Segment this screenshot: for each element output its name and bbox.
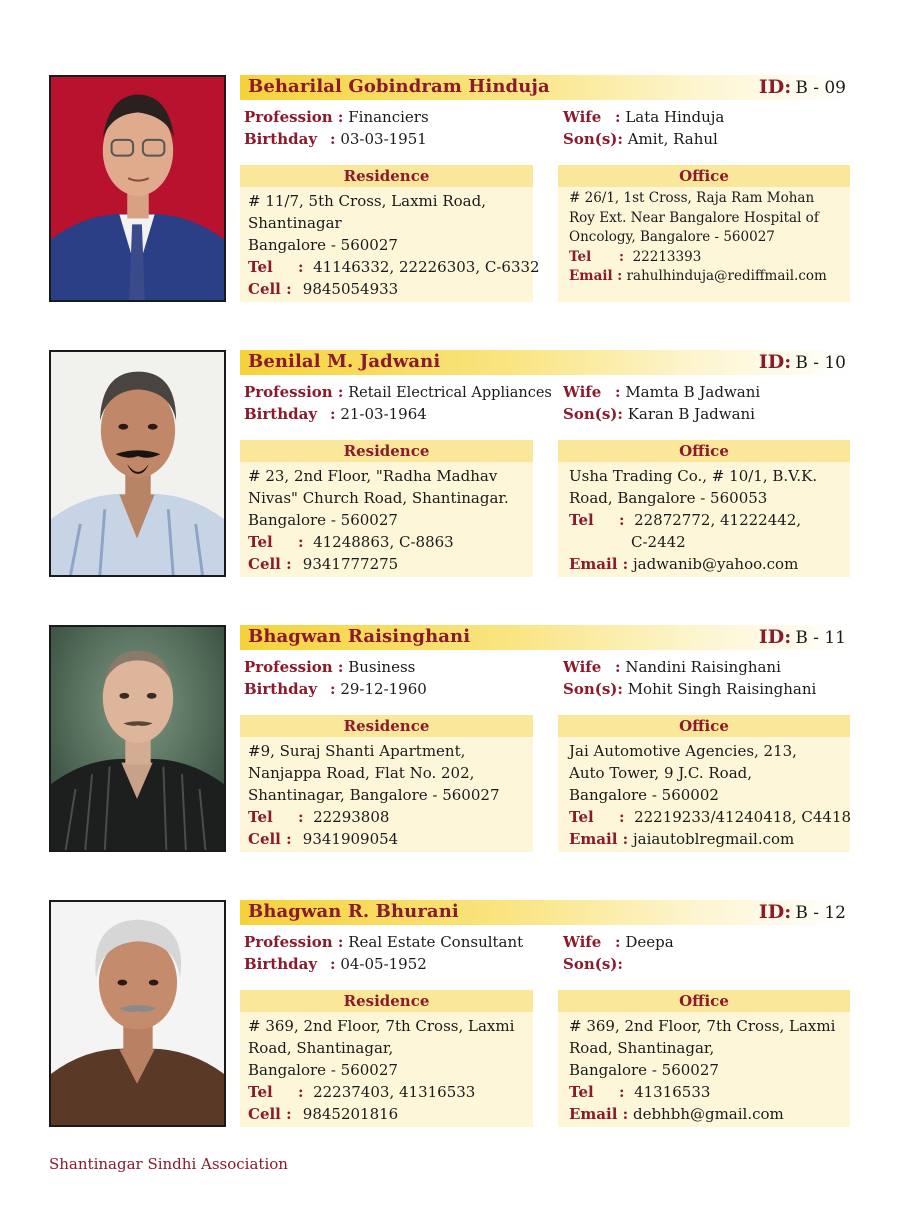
office-box [558, 165, 850, 302]
residence-address-line: Nivas" Church Road, Shantinagar. [248, 489, 509, 507]
birthday-line: Birthday : 29-12-1960 [244, 680, 427, 698]
member-id: ID: B - 12 [758, 901, 846, 923]
birthday-line: Birthday : 04-05-1952 [244, 955, 427, 973]
residence-box [240, 990, 533, 1127]
profession-line: Profession : Retail Electrical Appliances [244, 383, 552, 401]
residence-box [240, 715, 533, 852]
sons-line: Son(s): Amit, Rahul [563, 130, 718, 148]
office-box [558, 990, 850, 1127]
office-box [558, 440, 850, 577]
office-address-line: Road, Shantinagar, [569, 1039, 715, 1057]
footer-association-name: Shantinagar Sindhi Association [49, 1155, 288, 1173]
office-box [558, 715, 850, 852]
office-heading: Office [558, 165, 850, 187]
residence-address-line: Bangalore - 560027 [248, 1061, 398, 1079]
office-address-line: # 369, 2nd Floor, 7th Cross, Laxmi [569, 1017, 836, 1035]
residence-address-line: Shantinagar, Bangalore - 560027 [248, 786, 500, 804]
office-tel: Tel : 22872772, 41222442, [569, 511, 802, 529]
residence-address-line: Nanjappa Road, Flat No. 202, [248, 764, 475, 782]
member-card-b11 [0, 625, 900, 877]
member-name: Benilal M. Jadwani [248, 351, 441, 372]
email-link[interactable]: jaiautoblregmail.com [632, 830, 795, 848]
office-heading: Office [558, 715, 850, 737]
residence-address-line: Bangalore - 560027 [248, 236, 398, 254]
residence-cell: Cell : 9341909054 [248, 830, 399, 848]
office-address-line: # 26/1, 1st Cross, Raja Ram Mohan [569, 190, 815, 206]
office-tel-continued: C-2442 [631, 533, 686, 551]
office-address-line: Road, Bangalore - 560053 [569, 489, 768, 507]
email-link[interactable]: jadwanib@yahoo.com [632, 555, 799, 573]
wife-line: Wife : Lata Hinduja [563, 108, 725, 126]
sons-line: Son(s): Karan B Jadwani [563, 405, 755, 423]
office-address-line: Roy Ext. Near Bangalore Hospital of [569, 209, 819, 226]
wife-line: Wife : Deepa [563, 933, 674, 951]
email-link[interactable]: rahulhinduja@rediffmail.com [626, 268, 827, 284]
residence-tel: Tel : 22237403, 41316533 [248, 1083, 476, 1101]
residence-address-line: # 369, 2nd Floor, 7th Cross, Laxmi [248, 1017, 515, 1035]
member-name: Beharilal Gobindram Hinduja [248, 76, 550, 97]
residence-heading: Residence [240, 440, 533, 462]
member-photo [49, 900, 226, 1127]
member-id: ID: B - 10 [758, 351, 846, 373]
name-bar [240, 75, 850, 100]
name-bar [240, 900, 850, 925]
office-address-line: Bangalore - 560002 [569, 786, 719, 804]
name-bar [240, 625, 850, 650]
residence-address-line: # 11/7, 5th Cross, Laxmi Road, [248, 192, 486, 210]
wife-line: Wife : Mamta B Jadwani [563, 383, 761, 401]
residence-address-line: #9, Suraj Shanti Apartment, [248, 742, 466, 760]
member-name: Bhagwan R. Bhurani [248, 901, 459, 922]
birthday-line: Birthday : 03-03-1951 [244, 130, 427, 148]
residence-tel: Tel : 41248863, C-8863 [248, 533, 454, 551]
office-address-line: Auto Tower, 9 J.C. Road, [569, 764, 753, 782]
residence-address-line: Shantinagar [248, 214, 342, 232]
residence-cell: Cell : 9845201816 [248, 1105, 399, 1123]
residence-tel: Tel : 41146332, 22226303, C-6332 [248, 258, 540, 276]
office-tel: Tel : 22219233/41240418, C4418 [569, 808, 852, 826]
member-card-b10 [0, 350, 900, 602]
residence-box [240, 440, 533, 577]
member-name: Bhagwan Raisinghani [248, 626, 471, 647]
residence-tel: Tel : 22293808 [248, 808, 390, 826]
sons-line: Son(s): Mohit Singh Raisinghani [563, 680, 817, 698]
sons-line: Son(s): [563, 955, 623, 973]
office-address-line: Bangalore - 560027 [569, 1061, 719, 1079]
office-email: Email : jadwanib@yahoo.com [569, 555, 799, 573]
office-heading: Office [558, 990, 850, 1012]
residence-heading: Residence [240, 165, 533, 187]
member-id: ID: B - 09 [758, 76, 846, 98]
member-photo [49, 75, 226, 302]
office-tel: Tel : 22213393 [569, 248, 702, 265]
office-address-line: Usha Trading Co., # 10/1, B.V.K. [569, 467, 818, 485]
residence-heading: Residence [240, 715, 533, 737]
residence-heading: Residence [240, 990, 533, 1012]
residence-address-line: Bangalore - 560027 [248, 511, 398, 529]
birthday-line: Birthday : 21-03-1964 [244, 405, 427, 423]
profession-line: Profession : Financiers [244, 108, 429, 126]
office-email: Email : rahulhinduja@rediffmail.com [569, 268, 827, 284]
residence-box [240, 165, 540, 302]
office-address-line: Jai Automotive Agencies, 213, [569, 742, 797, 760]
office-email: Email : debhbh@gmail.com [569, 1105, 784, 1123]
residence-address-line: Road, Shantinagar, [248, 1039, 394, 1057]
office-address-line: Oncology, Bangalore - 560027 [569, 229, 775, 245]
office-heading: Office [558, 440, 850, 462]
name-bar [240, 350, 850, 375]
office-tel: Tel : 41316533 [569, 1083, 711, 1101]
wife-line: Wife : Nandini Raisinghani [563, 658, 781, 676]
member-id: ID: B - 11 [758, 626, 846, 648]
residence-cell: Cell : 9341777275 [248, 555, 399, 573]
email-link[interactable]: debhbh@gmail.com [632, 1105, 784, 1123]
member-photo [49, 625, 226, 852]
member-card-b09 [0, 75, 900, 327]
residence-cell: Cell : 9845054933 [248, 280, 399, 298]
member-card-b12 [0, 900, 900, 1152]
office-email: Email : jaiautoblregmail.com [569, 830, 795, 848]
profession-line: Profession : Business [244, 658, 416, 676]
profession-line: Profession : Real Estate Consultant [244, 933, 524, 951]
member-photo [49, 350, 226, 577]
residence-address-line: # 23, 2nd Floor, "Radha Madhav [248, 467, 498, 485]
